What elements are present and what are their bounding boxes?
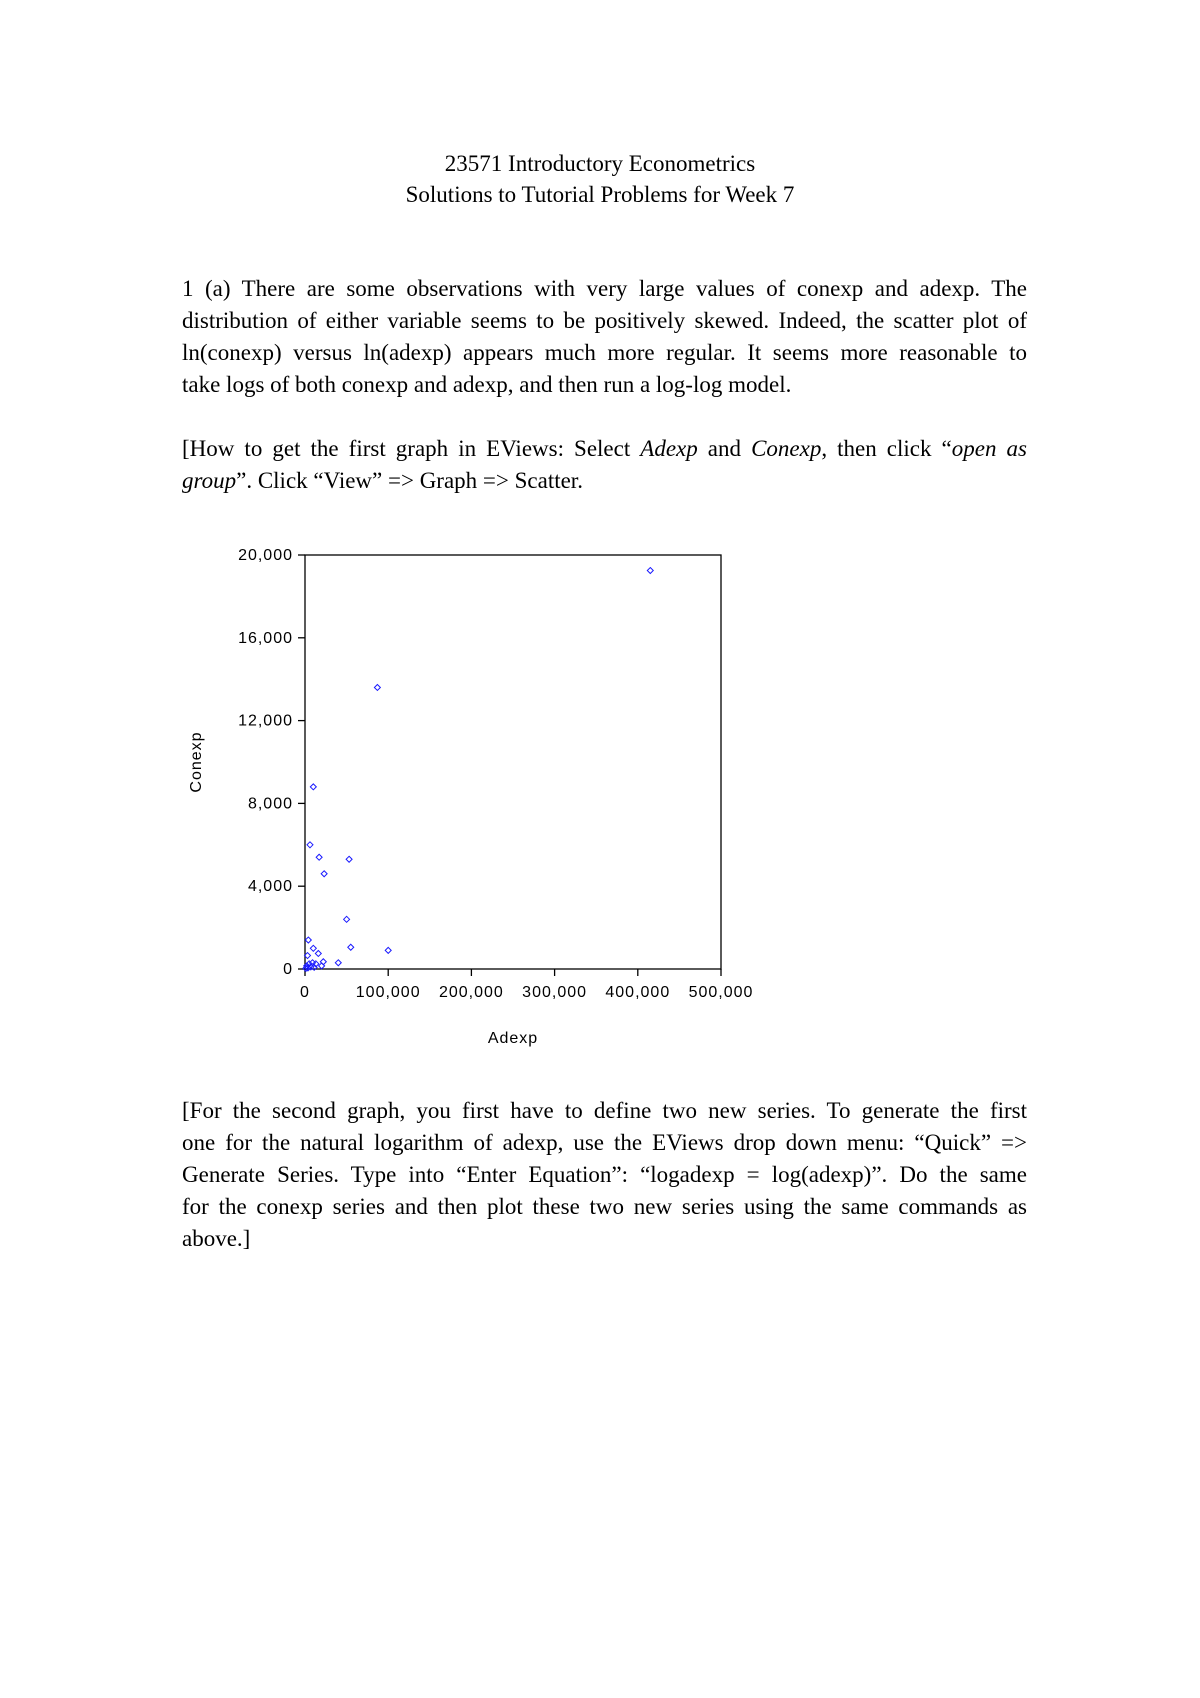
scatter-point [346, 856, 352, 862]
answer-1a-paragraph [182, 273, 1027, 401]
paragraph-line: Generate Series. Type into “Enter Equation”: “logadexp = log(adexp)”. Do the same [182, 1162, 1027, 1187]
paragraph-line: distribution of either variable seems to be positively skewed. Indeed, the scatter plot of [182, 308, 1027, 333]
plot-area-frame [305, 555, 721, 969]
paragraph-line: [For the second graph, you first have to define two new series. To generate the first [182, 1098, 1027, 1123]
y-tick-label: 20,000 [238, 547, 293, 564]
series-name-adexp: Adexp [640, 436, 698, 461]
menu-command-text: group [182, 468, 237, 493]
x-tick-label: 0 [300, 984, 310, 1001]
y-axis-label: Conexp [188, 731, 205, 793]
document-subtitle: Solutions to Tutorial Problems for Week 7 [405, 182, 795, 207]
instruction-text: [How to get the first graph in EViews: Select [182, 436, 641, 461]
instruction-line-1 [182, 433, 1027, 465]
y-axis [238, 547, 305, 978]
course-title: 23571 Introductory Econometrics [444, 151, 756, 176]
y-tick-label: 4,000 [247, 878, 293, 896]
eviews-instructions-second-graph [182, 1095, 1027, 1255]
scatter-chart [175, 535, 775, 1055]
series-name-conexp: Conexp [751, 436, 822, 461]
paragraph-line: take logs of both conexp and adexp, and then run a log-log model. [182, 372, 792, 397]
scatter-point [374, 684, 380, 690]
x-tick-label: 400,000 [605, 984, 671, 1001]
scatter-point [307, 842, 313, 848]
x-axis-label: Adexp [487, 1030, 539, 1047]
data-points [303, 568, 653, 972]
instruction-text: ”. Click “View” => Graph => Scatter. [236, 468, 583, 493]
scatter-point [315, 950, 321, 956]
scatter-point [305, 937, 311, 943]
y-tick-label: 12,000 [238, 712, 293, 730]
x-tick-label: 100,000 [355, 984, 421, 1001]
instruction-text: and [697, 436, 752, 461]
scatter-point [316, 854, 322, 860]
paragraph-line: for the conexp series and then plot these two new series using the same commands as [182, 1194, 1027, 1219]
instruction-text: , then click “ [821, 436, 952, 461]
scatter-point [335, 960, 341, 966]
y-tick-label: 16,000 [238, 629, 293, 647]
y-tick-label: 8,000 [247, 795, 293, 813]
x-tick-label: 300,000 [522, 984, 588, 1001]
y-tick-label: 0 [283, 961, 293, 978]
scatter-point [321, 871, 327, 877]
paragraph-line: 1 (a) There are some observations with very large values of conexp and adexp. The [182, 276, 1027, 301]
scatter-point [348, 944, 354, 950]
scatter-point [385, 947, 391, 953]
x-axis [300, 969, 753, 1001]
x-tick-label: 200,000 [438, 984, 504, 1001]
paragraph-line: one for the natural logarithm of adexp, use the EViews drop down menu: “Quick” => [182, 1130, 1027, 1155]
scatter-point [310, 945, 316, 951]
eviews-instructions-first-graph [182, 433, 1027, 497]
x-tick-label: 500,000 [688, 984, 754, 1001]
instruction-line-2 [182, 465, 1027, 497]
scatter-point [344, 916, 350, 922]
paragraph-line: ln(conexp) versus ln(adexp) appears much more regular. It seems more reasonable to [182, 340, 1027, 365]
paragraph-line: above.] [182, 1226, 251, 1251]
scatter-point [647, 568, 653, 574]
menu-command-text: open as [951, 436, 1027, 461]
scatter-point [310, 784, 316, 790]
